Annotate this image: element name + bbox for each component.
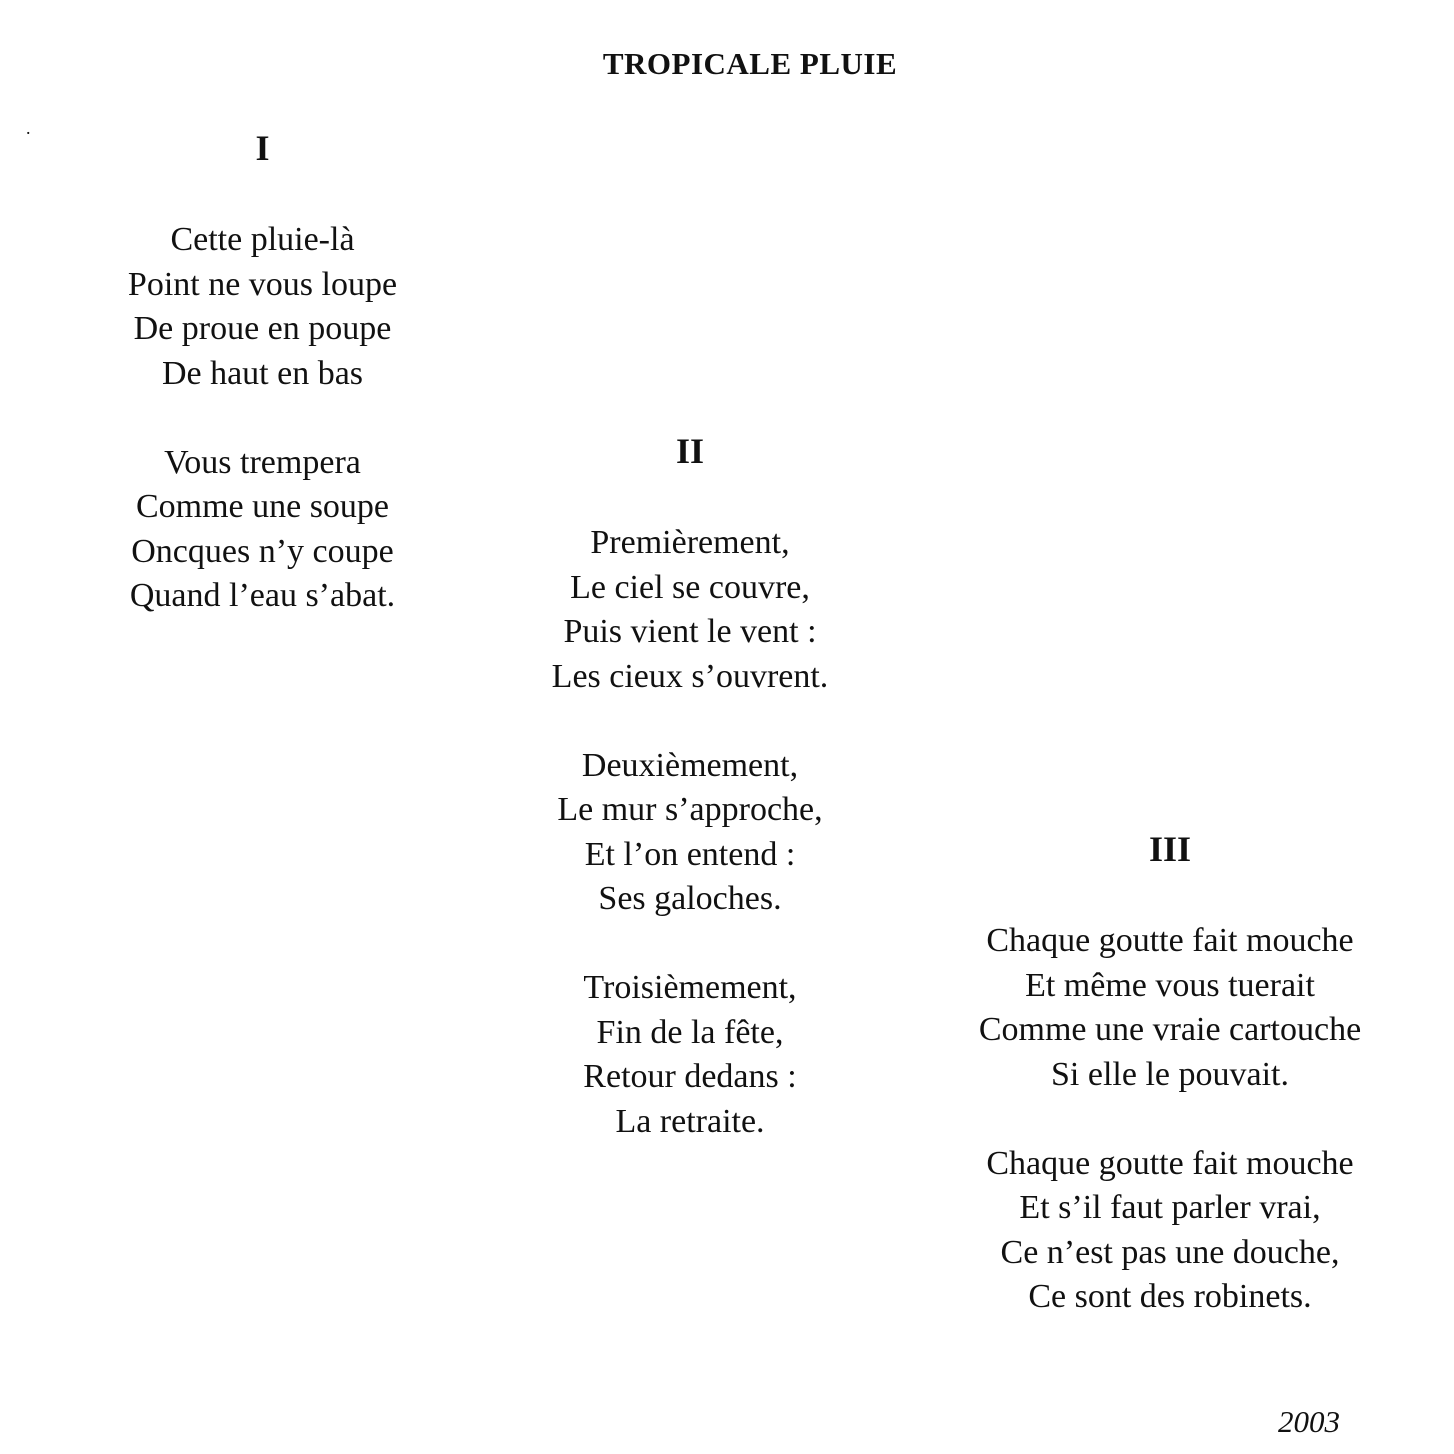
verse-line: Premièrement, [590, 524, 790, 561]
verse-line: Ce sont des robinets. [1028, 1278, 1312, 1315]
verse-line: Et s’il faut parler vrai, [1019, 1189, 1321, 1226]
section-1 [80, 128, 445, 619]
section-3 [940, 829, 1400, 1320]
verse-line: Si elle le pouvait. [1051, 1055, 1289, 1093]
stanza [80, 441, 445, 619]
verse-line: De proue en poupe [133, 310, 392, 347]
verse-line: Retour dedans : [583, 1058, 797, 1095]
verse-line: Vous trempera [164, 443, 361, 481]
verse-line: Comme une vraie cartouche [978, 1011, 1362, 1048]
poem-year: 2003 [1278, 1404, 1340, 1439]
stanza [500, 966, 880, 1144]
verse-line: Et l’on entend : [584, 835, 796, 873]
verse-line: Point ne vous loupe [127, 265, 398, 303]
section-heading: I [255, 128, 270, 168]
stanza [500, 744, 880, 922]
verse-line: Ce n’est pas une douche, [1000, 1233, 1340, 1271]
verse-line: Chaque goutte fait mouche [986, 1144, 1354, 1182]
stanza [80, 218, 445, 396]
verse-line: Chaque goutte fait mouche [986, 922, 1354, 959]
verse-line: Deuxièmement, [581, 746, 799, 784]
verse-line: Le mur s’approche, [557, 791, 823, 828]
verse-line: Et même vous tuerait [1025, 966, 1315, 1004]
verse-line: Fin de la fête, [596, 1013, 784, 1051]
section-heading: III [1148, 829, 1192, 869]
stanza [940, 919, 1400, 1097]
verse-line: Puis vient le vent : [563, 613, 817, 650]
verse-line: De haut en bas [161, 354, 364, 392]
verse-line: Ses galoches. [598, 880, 782, 917]
stanza [940, 1142, 1400, 1320]
verse-line: Comme une soupe [135, 488, 390, 525]
verse-line: Troisièmement, [583, 969, 797, 1006]
verse-line: Quand l’eau s’abat. [129, 577, 396, 614]
stray-dot-marker: . [26, 118, 31, 138]
section-heading: II [675, 431, 705, 471]
stanza [500, 521, 880, 699]
section-2 [500, 431, 880, 1144]
poem-title: TROPICALE PLUIE [602, 46, 898, 81]
verse-line: Oncques n’y coupe [131, 532, 394, 570]
verse-line: Le ciel se couvre, [570, 568, 810, 606]
verse-line: La retraite. [615, 1102, 765, 1140]
verse-line: Cette pluie-là [170, 221, 355, 258]
verse-line: Les cieux s’ouvrent. [551, 657, 829, 695]
